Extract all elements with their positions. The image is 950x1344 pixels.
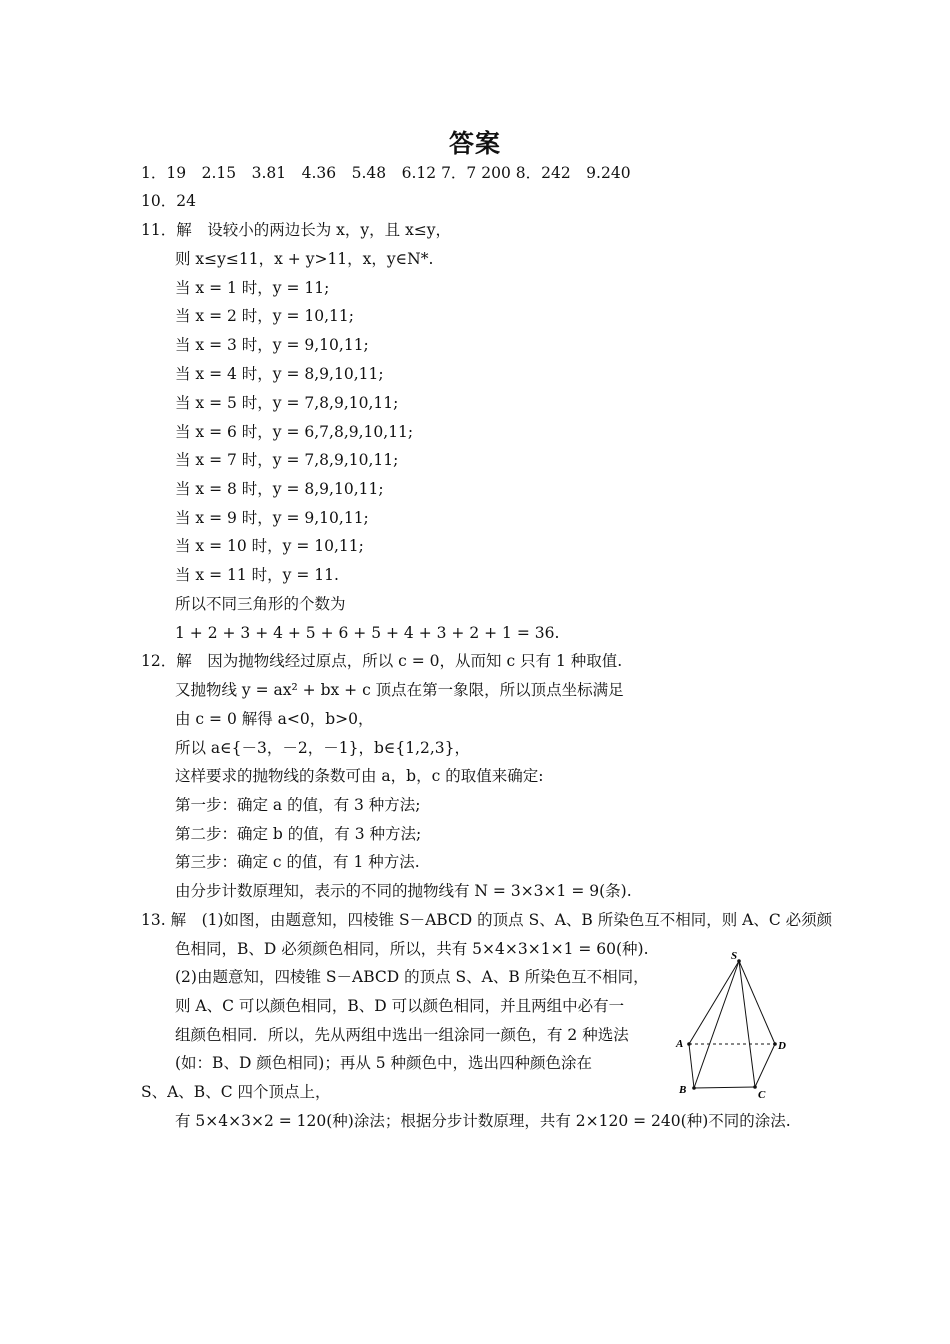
vertex-b [692, 1086, 696, 1090]
edge-cd [755, 1044, 775, 1087]
answer-11-line: 当 x = 7 时，y = 7,8,9,10,11; [175, 451, 399, 469]
label-c: C [758, 1089, 766, 1101]
answer-12-heading: 12．解 因为抛物线经过原点，所以 c = 0，从而知 c 只有 1 种取值. [141, 652, 623, 670]
answer-13-line: 则 A、C 可以颜色相同，B、D 可以颜色相同，并且两组中必有一 [175, 997, 625, 1015]
answer-11-line: 当 x = 11 时，y = 11. [175, 566, 339, 584]
answer-11-line: 则 x≤y≤11，x + y>11，x，y∈N*. [175, 250, 434, 268]
answer-11-line: 所以不同三角形的个数为 [175, 595, 346, 613]
answer-11-line: 当 x = 6 时，y = 6,7,8,9,10,11; [175, 423, 414, 441]
answer-12-line: 第二步：确定 b 的值，有 3 种方法; [175, 825, 422, 843]
answer-12-line: 由 c = 0 解得 a<0，b>0， [175, 710, 374, 728]
answer-13-line: 有 5×4×3×2 = 120(种)涂法；根据分步计数原理，共有 2×120 = 240(种)不同的涂法. [175, 1112, 791, 1130]
edge-ab [689, 1044, 694, 1088]
answer-11-line: 当 x = 9 时，y = 9,10,11; [175, 509, 369, 527]
edge-bc [694, 1087, 755, 1088]
answer-11-heading: 11．解 设较小的两边长为 x，y，且 x≤y， [141, 221, 452, 239]
answer-12-line: 由分步计数原理知，表示的不同的抛物线有 N = 3×3×1 = 9(条). [175, 882, 632, 900]
vertex-a [687, 1042, 691, 1046]
answer-12-line: 这样要求的抛物线的条数可由 a，b，c 的取值来确定: [175, 767, 544, 785]
answer-11-line: 当 x = 3 时，y = 9,10,11; [175, 336, 369, 354]
answer-11-line: 当 x = 8 时，y = 8,9,10,11; [175, 480, 384, 498]
label-a: A [676, 1038, 684, 1050]
vertex-s [737, 959, 741, 963]
answer-10: 10．24 [141, 192, 196, 210]
answer-13-line: (如：B、D 颜色相同)；再从 5 种颜色中，选出四种颜色涂在 [175, 1054, 593, 1072]
answer-11-line: 当 x = 1 时，y = 11; [175, 279, 330, 297]
pyramid-figure [668, 948, 798, 1103]
answer-11-line: 当 x = 10 时，y = 10,11; [175, 537, 364, 555]
answer-11-line: 1 + 2 + 3 + 4 + 5 + 6 + 5 + 4 + 3 + 2 + 1 = 36. [175, 624, 560, 642]
answer-13-line: 组颜色相同．所以，先从两组中选出一组涂同一颜色，有 2 种选法 [175, 1026, 629, 1044]
answer-13-heading: 13. 解 (1)如图，由题意知，四棱锥 S－ABCD 的顶点 S、A、B 所染色互不相同，则 A、C 必须颜 [141, 911, 833, 929]
answer-12-line: 第一步：确定 a 的值，有 3 种方法; [175, 796, 421, 814]
vertex-c [753, 1085, 757, 1089]
answer-11-line: 当 x = 4 时，y = 8,9,10,11; [175, 365, 384, 383]
answer-13-line: 色相同，B、D 必须颜色相同，所以，共有 5×4×3×1×1 = 60(种). [175, 940, 649, 958]
answer-12-line: 又抛物线 y = ax² + bx + c 顶点在第一象限，所以顶点坐标满足 [175, 681, 624, 699]
vertex-d [773, 1042, 777, 1046]
answer-11-line: 当 x = 2 时，y = 10,11; [175, 307, 354, 325]
answers-1-9: 1．19 2.15 3.81 4.36 5.48 6.12 7．7 200 8．242 9.240 [141, 164, 631, 182]
label-d: D [778, 1040, 786, 1052]
page-title: 答案 [448, 129, 501, 158]
answer-12-line: 第三步：确定 c 的值，有 1 种方法. [175, 853, 420, 871]
answer-13-line: (2)由题意知，四棱锥 S－ABCD 的顶点 S、A、B 所染色互不相同， [175, 968, 649, 986]
answer-12-line: 所以 a∈{－3，－2，－1}，b∈{1,2,3}， [175, 739, 471, 757]
label-s: S [731, 950, 738, 962]
answer-11-line: 当 x = 5 时，y = 7,8,9,10,11; [175, 394, 399, 412]
label-b: B [679, 1084, 687, 1096]
answer-13-line: S、A、B、C 四个顶点上， [141, 1083, 331, 1101]
